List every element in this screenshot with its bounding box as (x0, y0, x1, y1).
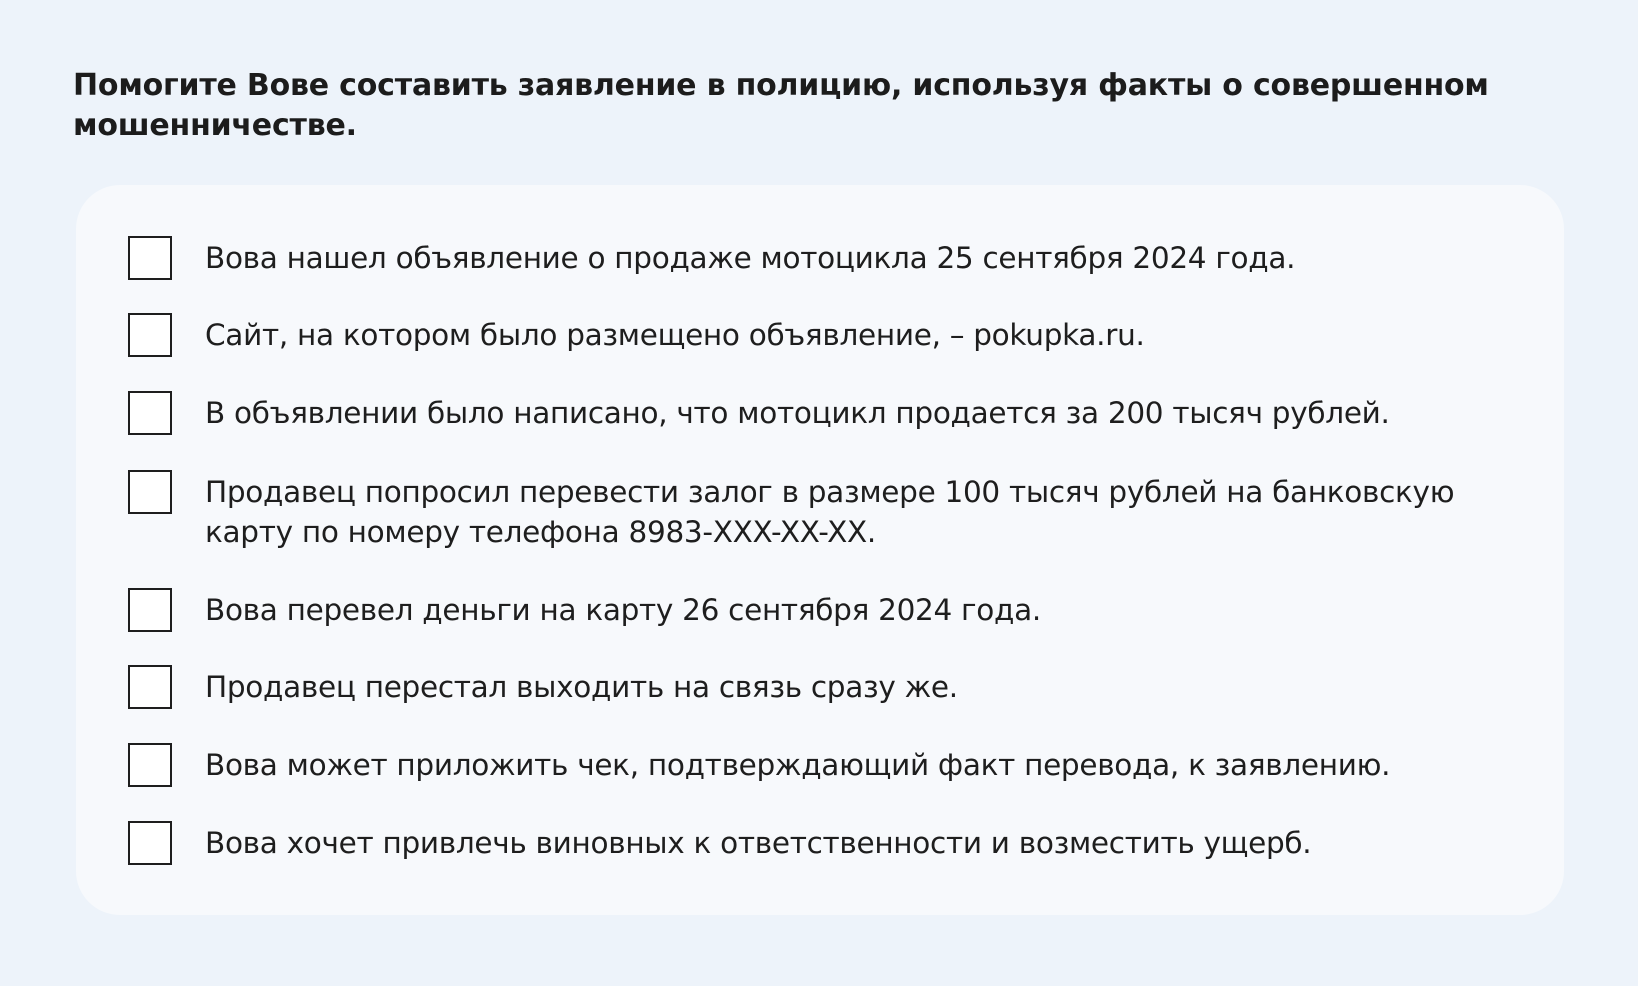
checklist-item[interactable] (128, 313, 1495, 357)
checklist-item-text: Продавец попросил перевести залог в размере 100 тысяч рублей на банковскую карту по номеру телефона 8983-XXX-XX-XX. (205, 475, 1455, 549)
checklist-item-text: В объявлении было написано, что мотоцикл продается за 200 тысяч рублей. (205, 396, 1390, 430)
checklist-item-text: Сайт, на котором было размещено объявление, – pokupka.ru. (205, 318, 1145, 352)
checklist-item[interactable] (128, 821, 1495, 865)
checkbox[interactable] (128, 470, 172, 514)
checkbox[interactable] (128, 821, 172, 865)
checklist-item-text: Вова перевел деньги на карту 26 сентября 2024 года. (205, 593, 1041, 627)
checklist-item-text: Продавец перестал выходить на связь сразу же. (205, 670, 958, 704)
checkbox[interactable] (128, 743, 172, 787)
checklist-item[interactable] (128, 391, 1495, 435)
checkbox[interactable] (128, 665, 172, 709)
facts-checklist-card (76, 185, 1564, 915)
page-title: Помогите Вове составить заявление в полицию, используя факты о совершенном мошенничестве. (73, 68, 1489, 143)
checklist-item[interactable] (128, 588, 1495, 632)
checklist-item[interactable] (128, 665, 1495, 709)
checkbox[interactable] (128, 236, 172, 280)
checklist-item[interactable] (128, 743, 1495, 787)
checkbox[interactable] (128, 391, 172, 435)
checklist-item[interactable] (128, 236, 1495, 280)
checkbox[interactable] (128, 588, 172, 632)
checklist-item-text: Вова хочет привлечь виновных к ответственности и возместить ущерб. (205, 826, 1312, 860)
checklist-item-text: Вова нашел объявление о продаже мотоцикла 25 сентября 2024 года. (205, 241, 1296, 275)
checklist-item-text: Вова может приложить чек, подтверждающий факт перевода, к заявлению. (205, 748, 1391, 782)
checkbox[interactable] (128, 313, 172, 357)
checklist-item[interactable] (128, 470, 1495, 552)
